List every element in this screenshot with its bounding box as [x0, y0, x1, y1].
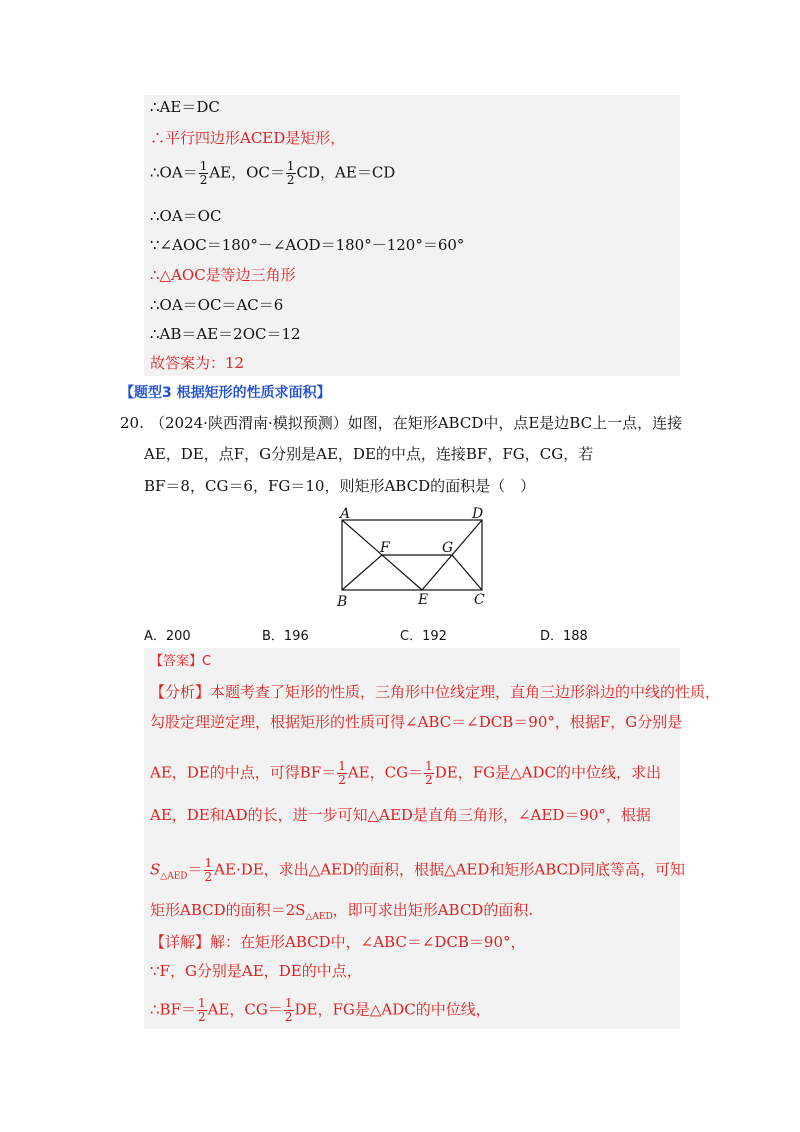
choice-d: D．188	[540, 629, 588, 644]
top-line-7: ∴OA＝OC＝AC＝6	[150, 296, 284, 314]
top-line-2: ∴平行四边形ACED是矩形，	[150, 129, 346, 147]
fraction: $\frac{1}{2}$	[197, 996, 206, 1025]
choice-c: C．192	[400, 629, 447, 644]
choice-b: B．196	[262, 629, 309, 644]
top-line-8: ∴AB＝AE＝2OC＝12	[150, 325, 301, 343]
analysis-line-4: AE，DE和AD的长，进一步可知△AED是直角三角形，∠AED＝90°，根据	[150, 806, 651, 824]
label-c: C	[474, 592, 485, 608]
analysis-line-6: 矩形ABCD的面积$=2S_{\triangle AED}$，即可求出矩形ABCD的面积.	[150, 901, 534, 922]
analysis-line-1: 【分析】本题考查了矩形的性质，三角形中位线定理，直角三边形斜边的中线的性质，	[150, 683, 721, 701]
detail-line-2: ∵F，G分别是AE，DE的中点，	[150, 962, 362, 980]
detail-line-1: 【详解】解：在矩形ABCD中，∠ABC＝∠DCB＝90°，	[150, 933, 526, 951]
top-line-1: ∴AE＝DC	[150, 98, 220, 116]
question-line-2: AE，DE，点F，G分别是AE，DE的中点，连接BF，FG，CG，若	[144, 445, 594, 463]
label-g: G	[442, 540, 454, 556]
question-line-3: BF＝8，CG＝6，FG＝10，则矩形ABCD的面积是（ ）	[144, 477, 536, 495]
top-line-9: 故答案为：12	[150, 354, 245, 372]
top-line-3: ∴OA＝ $\frac{1}{2}$ AE，OC＝ $\frac{1}{2}$ CD，AE＝CD	[150, 159, 396, 188]
answer-label: 【答案】C	[150, 654, 212, 669]
label-a: A	[340, 506, 351, 522]
choice-a: A．200	[144, 629, 191, 644]
section-title: 【题型3 根据矩形的性质求面积】	[120, 385, 331, 401]
fraction: $\frac{1}{2}$	[284, 996, 293, 1025]
label-d: D	[472, 506, 484, 522]
label-b: B	[337, 594, 348, 610]
top-line-4: ∴OA＝OC	[150, 207, 222, 225]
question-line-1: （2024·陕西渭南·模拟预测）如图，在矩形ABCD中，点E是边BC上一点，连接	[150, 414, 683, 432]
question-number: 20.	[120, 414, 144, 432]
analysis-line-5: $S_{\triangle AED}=$ $\frac{1}{2}$ AE·DE，求出△AED的面积，根据△AED和矩形ABCD同底等高，可知	[150, 856, 686, 885]
rectangle-figure	[336, 506, 496, 612]
fraction: $\frac{1}{2}$	[425, 759, 433, 788]
segment-cg	[452, 555, 482, 590]
analysis-line-3: AE，DE的中点，可得BF＝ $\frac{1}{2}$ AE，CG＝ $\frac{1}{2}$ DE，FG是△ADC的中位线，求出	[150, 759, 661, 788]
analysis-line-2: 勾股定理逆定理，根据矩形的性质可得∠ABC＝∠DCB＝90°，根据F，G分别是	[150, 713, 683, 731]
segment-bf	[342, 555, 382, 590]
label-f: F	[380, 540, 390, 556]
detail-line-3: ∴BF＝ $\frac{1}{2}$ AE，CG＝ $\frac{1}{2}$ DE，FG是△ADC的中位线，	[150, 996, 491, 1025]
label-e: E	[418, 592, 429, 608]
fraction: $\frac{1}{2}$	[286, 159, 295, 188]
fraction: $\frac{1}{2}$	[204, 856, 213, 885]
top-line-6: ∴△AOC是等边三角形	[150, 266, 296, 284]
fraction: $\frac{1}{2}$	[199, 159, 208, 188]
top-line-5: ∵∠AOC＝180°－∠AOD＝180°－120°＝60°	[150, 236, 465, 254]
fraction: $\frac{1}{2}$	[338, 759, 346, 788]
